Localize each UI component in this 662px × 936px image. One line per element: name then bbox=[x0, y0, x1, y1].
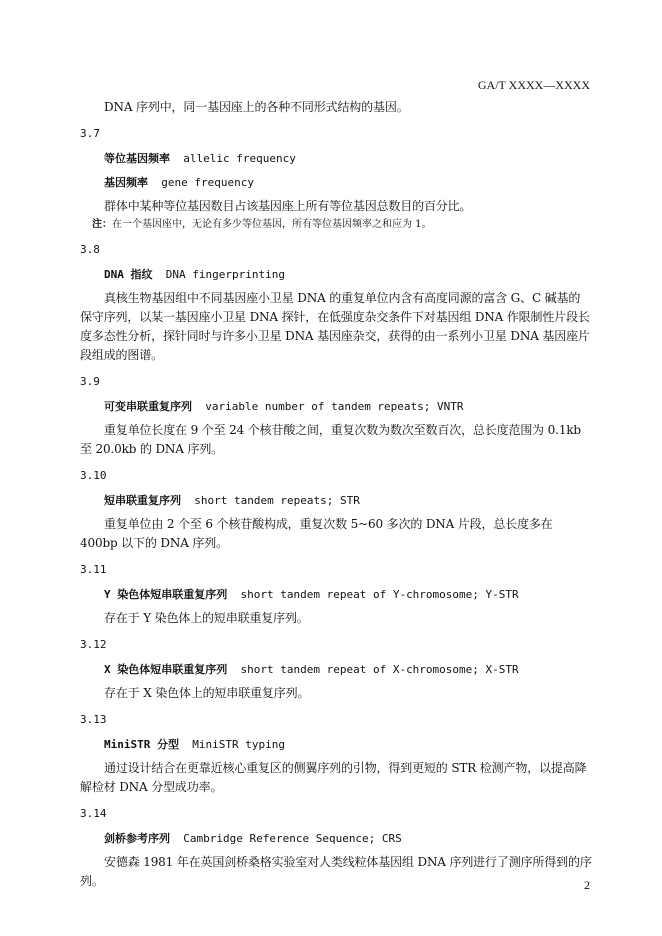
term-line bbox=[80, 661, 592, 678]
term-line bbox=[80, 398, 592, 415]
term-chinese: Y 染色体短串联重复序列 bbox=[104, 588, 228, 601]
term-chinese: X 染色体短串联重复序列 bbox=[104, 663, 228, 676]
clause-number: 3.10 bbox=[80, 469, 107, 482]
clause-section bbox=[80, 636, 592, 703]
term-english: variable number of tandem repeats; VNTR bbox=[205, 400, 464, 413]
clause-section bbox=[80, 561, 592, 628]
term-chinese: 剑桥参考序列 bbox=[104, 832, 170, 845]
clause-number: 3.14 bbox=[80, 807, 107, 820]
definition-text: 重复单位长度在 9 个至 24 个核苷酸之间，重复次数为数次至数百次，总长度范围为 0.1kb 至 20.0kb 的 DNA 序列。 bbox=[80, 423, 581, 456]
definition-text: 群体中某种等位基因数目占该基因座上所有等位基因总数目的百分比。 bbox=[104, 199, 472, 213]
clause-number: 3.8 bbox=[80, 243, 100, 256]
clause-number: 3.13 bbox=[80, 713, 107, 726]
term-chinese: 基因频率 bbox=[104, 176, 148, 189]
page-number: 2 bbox=[584, 878, 590, 892]
intro-paragraph: DNA 序列中，同一基因座上的各种不同形式结构的基因。 bbox=[104, 100, 409, 114]
term-chinese: 短串联重复序列 bbox=[104, 494, 181, 507]
term-line bbox=[80, 492, 592, 509]
definition-text: 存在于 Y 染色体上的短串联重复序列。 bbox=[104, 611, 309, 625]
definition-text: 真核生物基因组中不同基因座小卫星 DNA 的重复单位内含有高度同源的富含 G、C 碱基的保守序列，以某一基因座小卫星 DNA 探针，在低强度杂交条件下对基因组 DNA 作限制性片段长度多态性分析，探针同时与许多小卫星 DNA 基因座杂交，获得的由一系列小卫星 DNA 基因座片段组成的图谱。 bbox=[80, 291, 590, 362]
clause-section bbox=[80, 125, 592, 233]
clause-number: 3.7 bbox=[80, 127, 100, 140]
document-body bbox=[80, 98, 592, 891]
term-english: MiniSTR typing bbox=[192, 738, 285, 751]
term-line bbox=[80, 830, 592, 847]
clause-section bbox=[80, 373, 592, 459]
term-english: short tandem repeat of X-chromosome; X-STR bbox=[240, 663, 519, 676]
term-chinese: 可变串联重复序列 bbox=[104, 400, 192, 413]
note-text bbox=[80, 217, 592, 233]
clause-section bbox=[80, 241, 592, 365]
definition-text: 存在于 X 染色体上的短串联重复序列。 bbox=[104, 686, 310, 700]
document-id-header: GA/T XXXX—XXXX bbox=[477, 78, 590, 92]
term-english: allelic frequency bbox=[183, 152, 296, 165]
clause-number: 3.12 bbox=[80, 638, 107, 651]
definition-text: 安德森 1981 年在英国剑桥桑格实验室对人类线粒体基因组 DNA 序列进行了测序所得到的序列。 bbox=[80, 855, 592, 888]
definition-text: 重复单位由 2 个至 6 个核苷酸构成，重复次数 5~60 多次的 DNA 片段，总长度多在 400bp 以下的 DNA 序列。 bbox=[80, 517, 553, 550]
term-english: gene frequency bbox=[161, 176, 254, 189]
term-english: short tandem repeats; STR bbox=[194, 494, 360, 507]
term-chinese: 等位基因频率 bbox=[104, 152, 170, 165]
clause-number: 3.11 bbox=[80, 563, 107, 576]
term-english: short tandem repeat of Y-chromosome; Y-STR bbox=[240, 588, 519, 601]
term-line bbox=[80, 150, 592, 167]
term-line bbox=[80, 586, 592, 603]
clause-section bbox=[80, 805, 592, 891]
term-english: DNA fingerprinting bbox=[165, 268, 285, 281]
term-chinese: DNA 指纹 bbox=[104, 268, 153, 281]
term-english: Cambridge Reference Sequence; CRS bbox=[183, 832, 402, 845]
clause-number: 3.9 bbox=[80, 375, 100, 388]
clause-section bbox=[80, 711, 592, 797]
term-chinese: MiniSTR 分型 bbox=[104, 738, 179, 751]
clause-section bbox=[80, 467, 592, 553]
term-line bbox=[80, 736, 592, 753]
definition-text: 通过设计结合在更靠近核心重复区的侧翼序列的引物，得到更短的 STR 检测产物，以提高降解检材 DNA 分型成功率。 bbox=[80, 761, 587, 794]
note-body: 在一个基因座中，无论有多少等位基因，所有等位基因频率之和应为 1。 bbox=[112, 219, 432, 230]
note-label: 注： bbox=[92, 219, 112, 230]
term-line bbox=[80, 266, 592, 283]
term-line bbox=[80, 174, 592, 191]
